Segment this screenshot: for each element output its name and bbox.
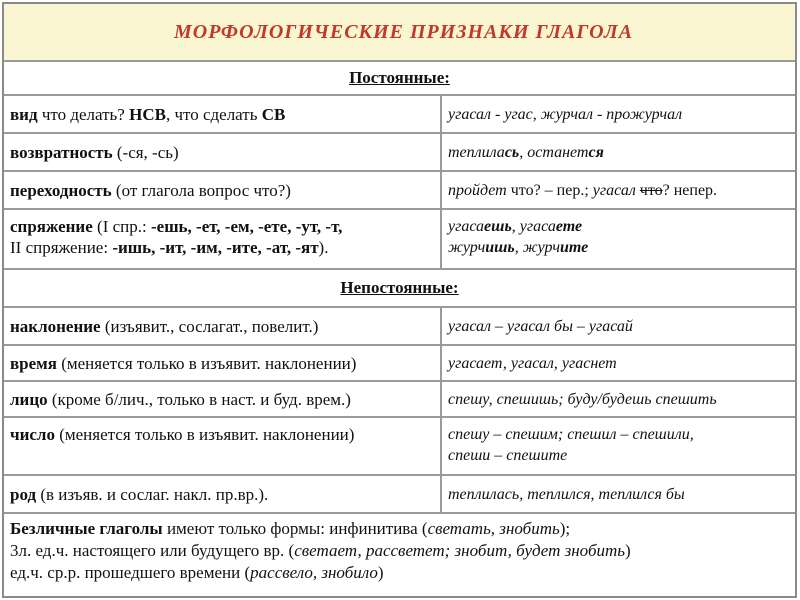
- term-naklonenie: наклонение: [10, 316, 101, 336]
- row-spryazhenie-description: спряжение (I спр.: -ешь, -ет, -ем, -ете, -ут, -т, II спряжение: -ишь, -ит, -им, -ите, -ат, -ят).: [4, 210, 442, 268]
- row-perekhodnost-example: пройдет что? – пер.; угасал что? непер.: [448, 181, 718, 199]
- term-rod: род: [10, 484, 37, 504]
- section-constant: [4, 62, 795, 96]
- section-constant-label: Постоянные:: [349, 68, 450, 87]
- term-spryazhenie: спряжение: [10, 217, 93, 236]
- row-perekhodnost-description: переходность (от глагола вопрос что?): [4, 172, 442, 208]
- term-chislo: число: [10, 425, 55, 444]
- title-bar: [4, 4, 795, 62]
- page-title: МОРФОЛОГИЧЕСКИЕ ПРИЗНАКИ ГЛАГОЛА: [174, 20, 634, 43]
- row-vremya-example: угасает, угасал, угаснет: [448, 354, 617, 372]
- strikethrough-word: что: [639, 181, 663, 199]
- term-impersonal: Безличные глаголы: [10, 519, 163, 538]
- section-variable-label: Непостоянные:: [340, 278, 459, 297]
- term-vozvratnost: возвратность: [10, 142, 113, 162]
- row-vozvratnost-description: возвратность (-ся, -сь): [4, 134, 442, 170]
- row-litso-example: спешу, спешишь; буду/будешь спешить: [448, 390, 717, 408]
- term-perekhodnost: переходность: [10, 180, 112, 200]
- row-rod: [4, 476, 795, 514]
- row-vozvratnost: [4, 134, 795, 172]
- row-chislo-description: число (меняется только в изъявит. наклонении): [4, 418, 442, 474]
- row-vid-description: вид что делать? НСВ, что сделать СВ: [4, 96, 442, 132]
- row-rod-description: род (в изъяв. и сослаг. накл. пр.вр.).: [4, 476, 442, 512]
- row-vremya: [4, 346, 795, 382]
- row-vremya-description: время (меняется только в изъявит. наклонении): [4, 346, 442, 380]
- row-perekhodnost: [4, 172, 795, 210]
- row-spryazhenie: [4, 210, 795, 270]
- row-naklonenie: [4, 308, 795, 346]
- row-vid-example: угасал - угас, журчал - прожурчал: [448, 105, 683, 123]
- section-variable: [4, 270, 795, 308]
- row-litso-description: лицо (кроме б/лич., только в наст. и буд. врем.): [4, 382, 442, 416]
- footer-impersonal-verbs: [4, 514, 795, 596]
- row-naklonenie-description: наклонение (изъявит., сослагат., повелит.): [4, 308, 442, 344]
- row-rod-example: теплилась, теплился, теплился бы: [448, 485, 685, 503]
- row-vid: [4, 96, 795, 134]
- row-spryazhenie-example: угасаешь, угасаете журчишь, журчите: [448, 218, 589, 256]
- row-litso: [4, 382, 795, 418]
- grammar-table: [2, 2, 797, 598]
- term-vid: вид: [10, 104, 38, 124]
- row-vozvratnost-example: теплилась, останется: [448, 143, 604, 161]
- row-naklonenie-example: угасал – угасал бы – угасай: [448, 317, 633, 335]
- footer-text: Безличные глаголы имеют только формы: инфинитива (светать, знобить); 3л. ед.ч. настоящего или будущего вр. (светает, рассветет; знобит, будет знобить) ед.ч. ср.р. прошедшего времени (рассвело, знобило): [10, 519, 631, 582]
- term-vremya: время: [10, 353, 57, 373]
- row-chislo-example: спешу – спешим; спешил – спешили, спеши – спешите: [448, 426, 694, 464]
- term-litso: лицо: [10, 389, 48, 409]
- row-chislo: [4, 418, 795, 476]
